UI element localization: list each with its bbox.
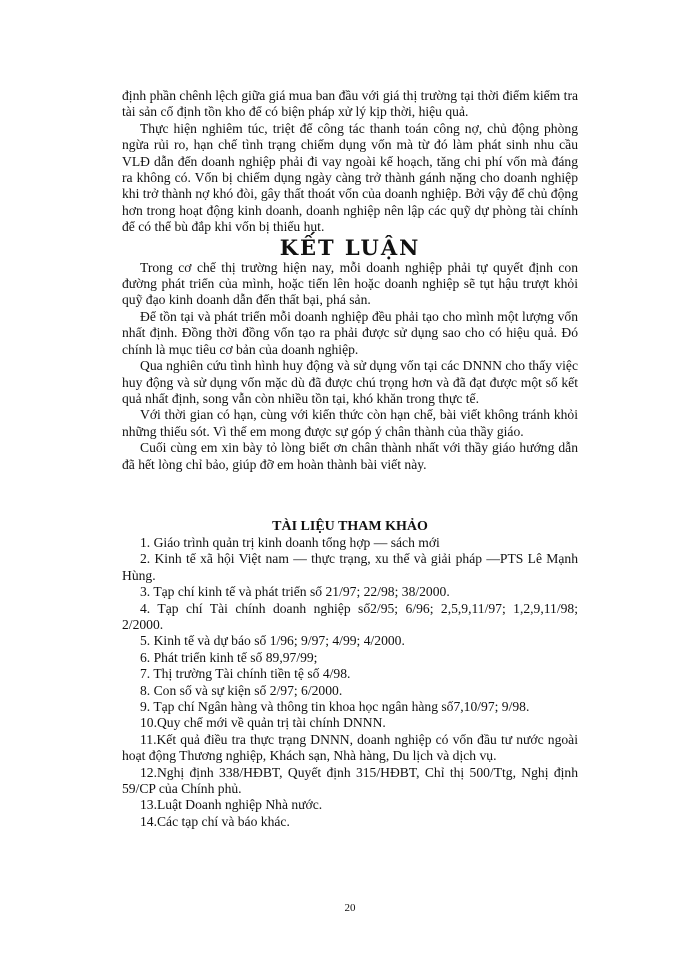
- conclusion-paragraph-2: Để tồn tại và phát triển mỗi doanh nghiệp đều phải tạo cho mình một lượng vốn nhất định. Đồng thời đồng vốn tạo ra phải được sử dụng sao cho có hiệu quả. Đó chính là mục tiêu cơ bản của doanh nghiệp.: [122, 308, 578, 357]
- reference-item-8: 8. Con số và sự kiện số 2/97; 6/2000.: [140, 682, 343, 698]
- conclusion-heading: KẾT LUẬN: [279, 234, 421, 260]
- reference-item-9: 9. Tạp chí Ngân hàng và thông tin khoa học ngân hàng số7,10/97; 9/98.: [140, 699, 530, 714]
- reference-item-6: 6. Phát triển kinh tế số 89,97/99;: [140, 649, 318, 665]
- reference-item-3: 3. Tạp chí kinh tế và phát triển số 21/97; 22/98; 38/2000.: [140, 584, 450, 600]
- intro-paragraph-2: Thực hiện nghiêm túc, triệt để công tác thanh toán công nợ, chủ động phòng ngừa rủi ro, hạn chế tình trạng chiếm dụng vốn mà từ đó làm phát sinh nhu cầu VLĐ dẫn đến doanh nghiệp phải đi vay ngoài kế hoạch, tăng chi phí vốn mà đáng ra không có. Vốn bị chiếm dụng ngày càng trở thành gánh nặng cho doanh nghiệp khi trở thành nợ khó đòi, gây thất thoát vốn của doanh nghiệp. Bởi vậy để chủ động hơn trong hoạt động kinh doanh, doanh nghiệp nên lập các quỹ dự phòng tài chính để có thể bù đắp khi vốn bị thiếu hụt.: [122, 120, 578, 235]
- reference-item-11: 11.Kết quả điều tra thực trạng DNNN, doanh nghiệp có vốn đầu tư nước ngoài hoạt động Thương nghiệp, Khách sạn, Nhà hàng, Du lịch và dịch vụ.: [122, 731, 578, 764]
- conclusion-paragraph-4: Với thời gian có hạn, cùng với kiến thức còn hạn chế, bài viết không tránh khỏi những thiếu sót. Vì thế em mong được sự góp ý chân thành của thầy giáo.: [122, 407, 578, 439]
- reference-item-5: 5. Kinh tế và dự báo số 1/96; 9/97; 4/99; 4/2000.: [140, 633, 405, 649]
- page-number: 20: [344, 902, 356, 914]
- intro-paragraph-1: định phần chênh lệch giữa giá mua ban đầu với giá thị trường tại thời điểm kiểm tra tài sản cố định tồn kho để có biện pháp xử lý kịp thời, hiệu quả.: [122, 88, 578, 120]
- reference-item-14: 14.Các tạp chí và báo khác.: [140, 813, 290, 829]
- conclusion-paragraph-3: Qua nghiên cứu tình hình huy động và sử dụng vốn tại các DNNN cho thấy việc huy động và sử dụng vốn mặc dù đã được chú trọng hơn và đã đạt được một số kết quả nhất định, song vẫn còn nhiều tồn tại, khó khăn trong thực tế.: [122, 358, 578, 406]
- reference-item-7: 7. Thị trường Tài chính tiền tệ số 4/98.: [140, 666, 351, 682]
- reference-item-10: 10.Quy chế mới về quản trị tài chính DNNN.: [140, 715, 386, 731]
- reference-item-13: 13.Luật Doanh nghiệp Nhà nước.: [140, 797, 323, 813]
- references-list: [122, 535, 578, 830]
- reference-item-1: 1. Giáo trình quản trị kinh doanh tổng hợp — sách mới: [140, 534, 440, 550]
- reference-item-2: 2. Kinh tế xã hội Việt nam — thực trạng, xu thế và giải pháp —PTS Lê Mạnh Hùng.: [122, 551, 578, 583]
- conclusion-paragraph-1: Trong cơ chế thị trường hiện nay, mỗi doanh nghiệp phải tự quyết định con đường phát triển của mình, hoặc tiến lên hoặc doanh nghiệp sẽ tụt hậu trượt khỏi quỹ đạo kinh doanh dẫn đến thất bại, phá sản.: [122, 259, 578, 308]
- reference-item-12: 12.Nghị định 338/HĐBT, Quyết định 315/HĐBT, Chỉ thị 500/Ttg, Nghị định 59/CP của Chính phủ.: [122, 764, 578, 797]
- document-page: [122, 88, 578, 830]
- references-title: TÀI LIỆU THAM KHẢO: [272, 518, 428, 534]
- conclusion-paragraph-5: Cuối cùng em xin bày tỏ lòng biết ơn chân thành nhất với thầy giáo hướng dẫn đã hết lòng chỉ bảo, giúp đỡ em hoàn thành bài viết này.: [122, 440, 578, 472]
- reference-item-4: 4. Tạp chí Tài chính doanh nghiệp số2/95; 6/96; 2,5,9,11/97; 1,2,9,11/98; 2/2000.: [122, 600, 578, 632]
